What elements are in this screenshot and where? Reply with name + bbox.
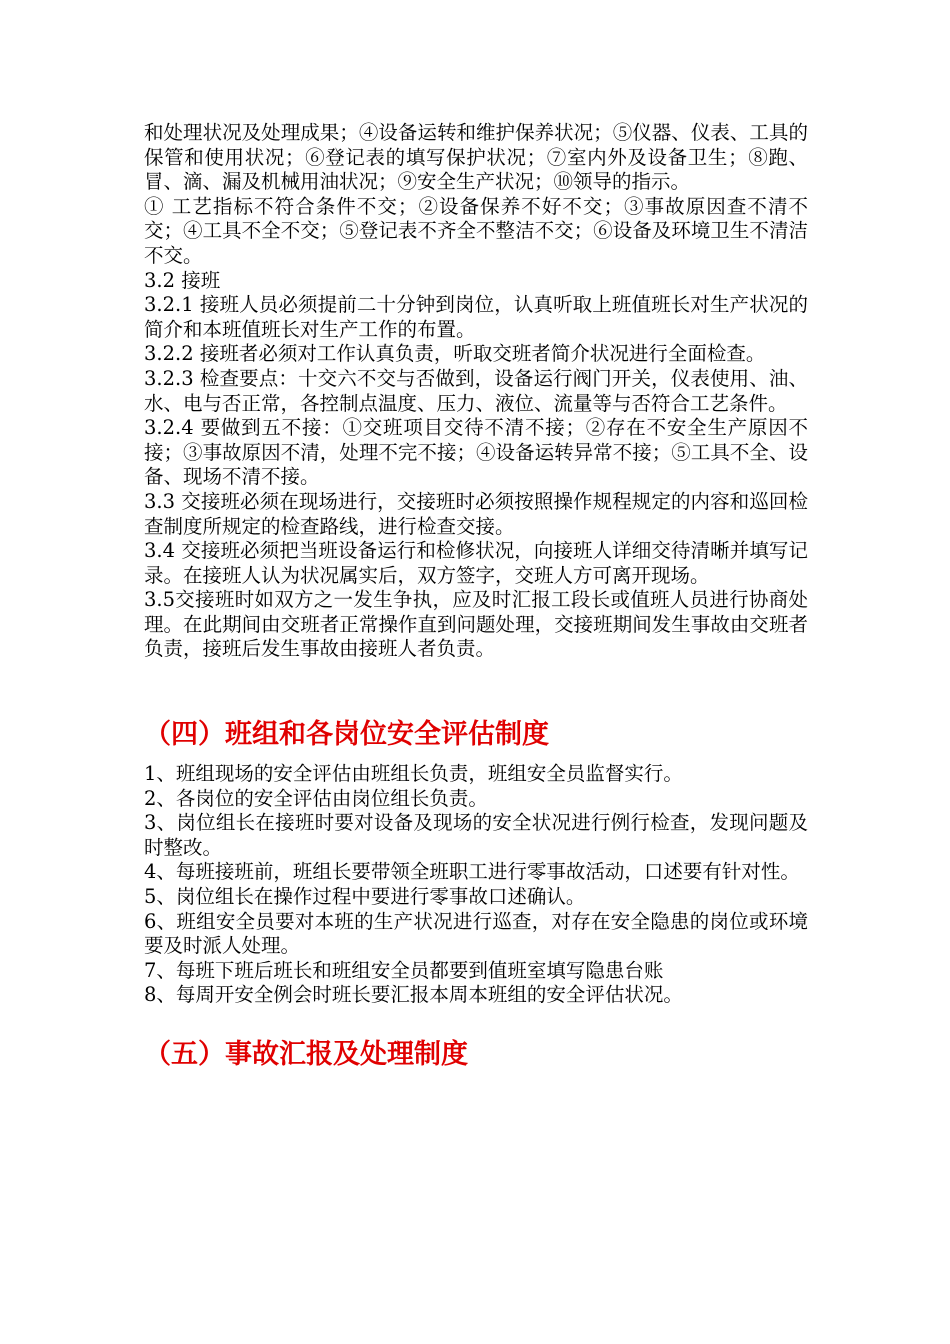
section-5-heading: （五）事故汇报及处理制度 [144,1039,468,1070]
section-4-item-1: 1、班组现场的安全评估由班组长负责，班组安全员监督实行。 [144,762,683,786]
section-4-item-5: 5、岗位组长在操作过程中要进行零事故口述确认。 [144,885,586,909]
paragraph-3-2-title: 3.2 接班 [144,268,221,292]
section-4-item-6: 6、班组安全员要对本班的生产状况进行巡查，对存在安全隐患的岗位或环境要及时派人处理。 [144,909,808,958]
section-4-item-4: 4、每班接班前，班组长要带领全班职工进行零事故活动，口述要有针对性。 [144,860,800,884]
section-4-heading: （四）班组和各岗位安全评估制度 [144,719,549,751]
document-page [144,121,808,1072]
section-4-item-8: 8、每周开安全例会时班长要汇报本周本班组的安全评估状况。 [144,983,683,1007]
section-4-item-2: 2、各岗位的安全评估由岗位组长负责。 [144,786,488,810]
section-4-item-3: 3、岗位组长在接班时要对设备及现场的安全状况进行例行检查，发现问题及时整改。 [144,811,808,859]
paragraph-3-2-2: 3.2.2 接班者必须对工作认真负责，听取交班者简介状况进行全面检查。 [144,342,766,366]
paragraph-six-no-handover: ① 工艺指标不符合条件不交；②设备保养不好不交；③事故原因查不清不交；④工具不全不交；⑤登记表不齐全不整洁不交；⑥设备及环境卫生不清洁不交。 [144,194,808,267]
paragraph-3-2-1: 3.2.1 接班人员必须提前二十分钟到岗位，认真听取上班值班长对生产状况的简介和本班值班长对生产工作的布置。 [144,293,808,341]
paragraph-3-2-4: 3.2.4 要做到五不接：①交班项目交待不清不接；②存在不安全生产原因不接；③事故原因不清，处理不完不接；④设备运转异常不接；⑤工具不全、设备、现场不清不接。 [144,416,808,489]
paragraph-3-4: 3.4 交接班必须把当班设备运行和检修状况，向接班人详细交待清晰并填写记录。在接班人认为状况属实后，双方签字，交班人方可离开现场。 [144,539,808,587]
paragraph-3-2-3: 3.2.3 检查要点：十交六不交与否做到，设备运行阀门开关，仪表使用、油、水、电与否正常，各控制点温度、压力、液位、流量等与否符合工艺条件。 [144,366,808,415]
paragraph-3-3: 3.3 交接班必须在现场进行，交接班时必须按照操作规程规定的内容和巡回检查制度所规定的检查路线，进行检查交接。 [144,489,808,538]
paragraph-3-5: 3.5交接班时如双方之一发生争执，应及时汇报工段长或值班人员进行协商处理。在此期间由交班者正常操作直到问题处理，交接班期间发生事故由交班者负责，接班后发生事故由接班人者负责。 [144,588,808,661]
section-4-item-7: 7、每班下班后班长和班组安全员都要到值班室填写隐患台账 [144,958,664,982]
paragraph-handover-contents: 和处理状况及处理成果；④设备运转和维护保养状况；⑤仪器、仪表、工具的保管和使用状况；⑥登记表的填写保护状况；⑦室内外及设备卫生；⑧跑、冒、滴、漏及机械用油状况；⑨安全生产状况；⑩领导的指示。 [144,121,808,194]
